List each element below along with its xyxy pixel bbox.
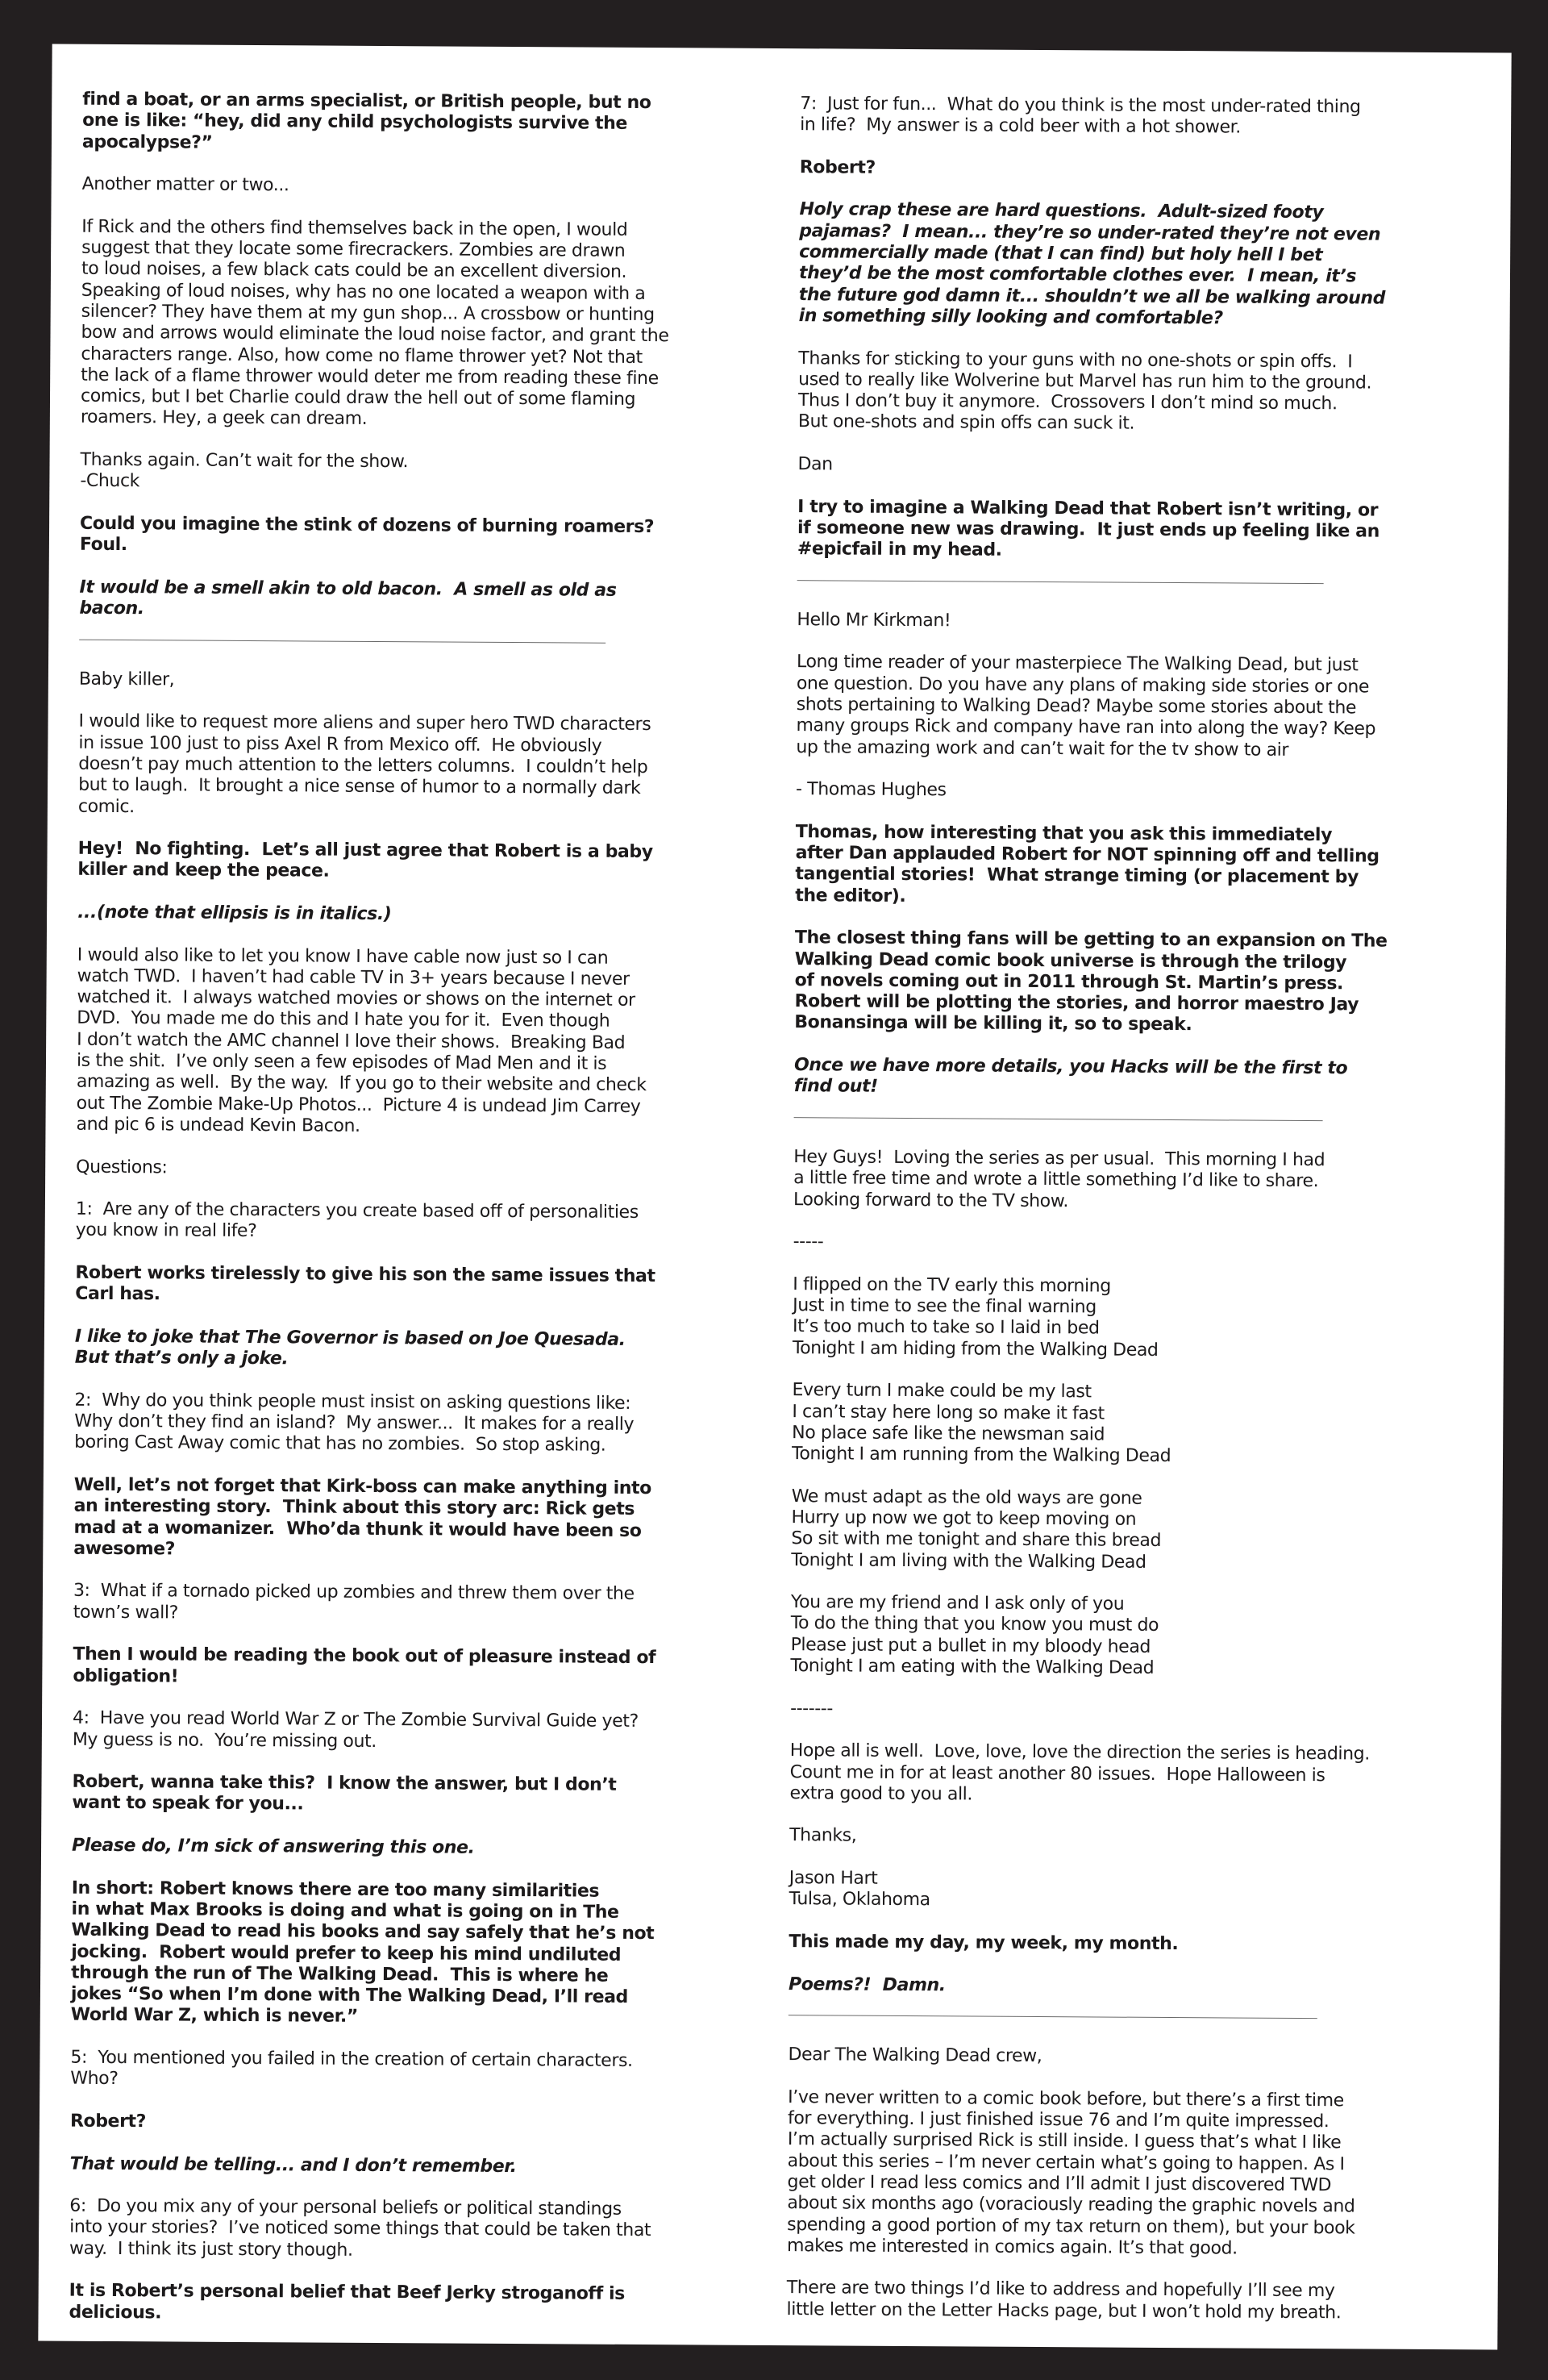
section-divider (797, 570, 1324, 584)
letter-paragraph: - Thomas Hughes (796, 779, 947, 801)
letter-paragraph: 7: Just for fun... What do you think is the most under-rated thing in life? My answer is a cold beer with a hot shower. (800, 94, 1361, 138)
letter-paragraph: Hey Guys! Loving the series as per usual. This morning I had a little free time and wrote a little something I’d like to share. Looking forward to the TV show. (793, 1147, 1325, 1211)
letter-paragraph: I’ve never written to a comic book before, but there’s a first time for everything. I just finished issue 76 and I’m quite impressed. I’m actually surprised Rick is still inside. I guess that’s what I like about this series – I’m never certain what’s going to happen. As I get older I read less comics and I’ll admit I just discovered TWD about six months ago (voraciously reading the graphic novels and spending a good portion of my tax return on them), but your book makes me interested in comics again. It’s that good. (786, 2086, 1355, 2259)
letters-page (38, 44, 1511, 2349)
editor-reply: Robert? (799, 157, 876, 178)
letter-paragraph: ------- (790, 1698, 833, 1719)
letter-paragraph: I would like to request more aliens and super hero TWD characters in issue 100 just to piss Axel R from Mexico off. He obviously doesn’t pay much attention to the letters columns. I couldn’t help but to laugh. It brought a nice sense of humor to a normally dark comic. (77, 711, 651, 817)
left-column (69, 90, 768, 2349)
letter-paragraph: I would also like to let you know I have cable now just so I can watch TWD. I haven’t had cable TV in 3+ years because I never watched it. I always watched movies or shows on the internet or DVD. You made me do this and I hate you for it. Even though I don’t watch the AMC channel I love their shows. Breaking Bad is the shit. I’ve only seen a few episodes of Mad Men and it is amazing as well. By the way. If you go to their website and check out The Zombie Make-Up Photos... Picture 4 is undead Jim Carrey and pic 6 is undead Kevin Bacon. (76, 944, 647, 1136)
letter-paragraph: 1: Are any of the characters you create based off of personalities you know in real life? (75, 1198, 639, 1242)
editor-reply-italic: ...(note that ellipsis is in italics.) (77, 902, 392, 925)
letter-paragraph: 2: Why do you think people must insist on asking questions like: Why don’t they find an island? My answer... It makes for a really boring Cast Away comic that has no zombies. So stop asking. (74, 1390, 635, 1457)
section-divider (794, 1107, 1323, 1121)
letter-paragraph: ----- (793, 1232, 824, 1253)
editor-reply-italic: Please do, I’m sick of answering this one. (71, 1835, 475, 1858)
editor-reply-italic: It would be a smell akin to old bacon. A smell as old as bacon. (79, 577, 617, 619)
letter-paragraph: There are two things I’d like to address and hopefully I’ll see my little letter on the Letter Hacks page, but I won’t hold my breath. (786, 2278, 1342, 2324)
right-column (786, 94, 1485, 2345)
editor-reply: Robert? (69, 2111, 147, 2132)
editor-reply: I try to imagine a Walking Dead that Robert isn’t writing, or if someone new was drawing. It just ends up feeling like an #epicfail in my head. (797, 496, 1379, 561)
editor-reply: Could you imagine the stink of dozens of burning roamers? Foul. (79, 513, 655, 556)
editor-reply-italic: Poems?! Damn. (788, 1974, 946, 1995)
editor-reply: In short: Robert knows there are too many similarities in what Max Brooks is doing and what is going on in The Walking Dead to read his books and say safely that he’s not jocking. Robert would prefer to keep his mind undiluted through the run of The Walking Dead. This is where he jokes “So when I’m done with The Walking Dead, I’ll read World War Z, which is never.” (70, 1878, 655, 2028)
editor-reply-italic: Holy crap these are hard questions. Adult-sized footy pajamas? I mean... they’re so under-rated they’re not even commercially made (that I can find) but holy hell I bet they’d be the most comfortable clothes ever. I mean, it’s the future god damn it... shouldn’t we all be walking around in something silly looking and comfortable? (798, 199, 1386, 329)
editor-reply-italic: Once we have more details, you Hacks will be the first to find out! (793, 1055, 1348, 1098)
letter-paragraph: Dear The Walking Dead crew, (788, 2044, 1042, 2067)
letter-paragraph: Every turn I make could be my last I can’t stay here long so make it fast No place safe like the newsman said Tonight I am running from the Walking Dead (791, 1380, 1171, 1467)
letter-paragraph: If Rick and the others find themselves back in the open, I would suggest that they locate some firecrackers. Zombies are drawn to loud noises, a few black cats could be an excellent diversion. Speaking of loud noises, why has no one located a weapon with a silencer? They have them at my gun shop... A crossbow or hunting bow and arrows would eliminate the loud noise factor, and grant the characters range. Also, how come no flame thrower yet? Not that the lack of a flame thrower would deter me from reading these fine comics, but I bet Charlie could draw the hell out of some flaming roamers. Hey, a geek can dream. (80, 216, 669, 430)
letter-paragraph: Jason Hart Tulsa, Oklahoma (789, 1868, 930, 1911)
editor-reply: The closest thing fans will be getting to an expansion on The Walking Dead comic book universe is through the trilogy of novels coming out in 2011 through St. Martin’s press. Robert will be plotting the stories, and horror maestro Jay Bonansinga will be killing it, so to speak. (794, 927, 1388, 1036)
letter-paragraph: 6: Do you mix any of your personal beliefs or political standings into your stories? I’ve noticed some things that could be taken that way. I think its just story though. (69, 2195, 651, 2261)
editor-reply-italic: That would be telling... and I don’t remember. (69, 2153, 517, 2177)
letter-paragraph: 4: Have you read World War Z or The Zombie Survival Guide yet? My guess is no. You’re missing out. (72, 1707, 639, 1752)
editor-reply: Well, let’s not forget that Kirk-boss can make anything into an interesting story. Think about this story arc: Rick gets mad at a womanizer. Who’da thunk it would have been so awesome? (73, 1474, 651, 1560)
letter-paragraph: We must adapt as the old ways are gone Hurry up now we got to keep moving on So sit with me tonight and share this bread Tonight I am living with the Walking Dead (791, 1486, 1162, 1573)
letter-paragraph: 5: You mentioned you failed in the creation of certain characters. Who? (70, 2047, 633, 2090)
letter-paragraph: Baby killer, (78, 669, 175, 690)
editor-reply: Hey! No fighting. Let’s all just agree that Robert is a baby killer and keep the peace. (77, 838, 653, 882)
letter-paragraph: Questions: (76, 1157, 168, 1177)
letter-paragraph: You are my friend and I ask only of you To do the thing that you know you must do Please just put a bullet in my bloody head Tonight I am eating with the Walking Dead (790, 1592, 1159, 1678)
letter-paragraph: Thanks again. Can’t wait for the show. -Chuck (80, 449, 409, 492)
editor-reply: Robert, wanna take this? I know the answer, but I don’t want to speak for you... (72, 1771, 617, 1815)
editor-reply: Thomas, how interesting that you ask this immediately after Dan applauded Robert for NOT spinning off and telling tangential stories! What strange timing (or placement by the editor). (795, 821, 1379, 907)
section-divider (789, 2005, 1317, 2019)
editor-reply: It is Robert’s personal belief that Beef Jerky stroganoff is delicious. (69, 2280, 625, 2323)
letter-paragraph: Long time reader of your masterpiece The Walking Dead, but just one question. Do you have any plans of making side stories or one shots pertaining to Walking Dead? Maybe some stories about the many groups Rick and company have ran into along the way? Keep up the amazing work and can’t wait for the tv show to air (796, 652, 1376, 761)
editor-reply: This made my day, my week, my month. (789, 1932, 1179, 1955)
letter-paragraph: Thanks for sticking to your guns with no one-shots or spin offs. I used to really like Wolverine but Marvel has run him to the ground. Thus I don’t buy it anymore. Crossovers I don’t mind so much. But one-shots and spin offs can suck it. (797, 348, 1372, 435)
editor-reply-italic: I like to joke that The Governor is based on Joe Quesada. But that’s only a joke. (74, 1326, 626, 1369)
editor-reply: find a boat, or an arms specialist, or British people, but no one is like: “hey, did any child psychologists survive the apocalypse?” (81, 89, 651, 153)
section-divider (79, 629, 605, 643)
letter-paragraph: Another matter or two... (81, 173, 289, 196)
letter-paragraph: Thanks, (789, 1825, 857, 1847)
letter-paragraph: Hello Mr Kirkman! (797, 609, 951, 631)
editor-reply: Robert works tirelessly to give his son the same issues that Carl has. (75, 1262, 655, 1305)
editor-reply: Then I would be reading the book out of pleasure instead of obligation! (73, 1644, 656, 1687)
letter-paragraph: Hope all is well. Love, love, love the direction the series is heading. Count me in for at least another 80 issues. Hope Halloween is extra good to you all. (789, 1740, 1370, 1805)
letter-paragraph: Dan (797, 454, 833, 475)
letter-paragraph: 3: What if a tornado picked up zombies and threw them over the town’s wall? (73, 1581, 635, 1623)
letter-paragraph: I flipped on the TV early this morning Just in time to see the final warning It’s too much to take so I laid in bed Tonight I am hiding from the Walking Dead (792, 1273, 1159, 1361)
